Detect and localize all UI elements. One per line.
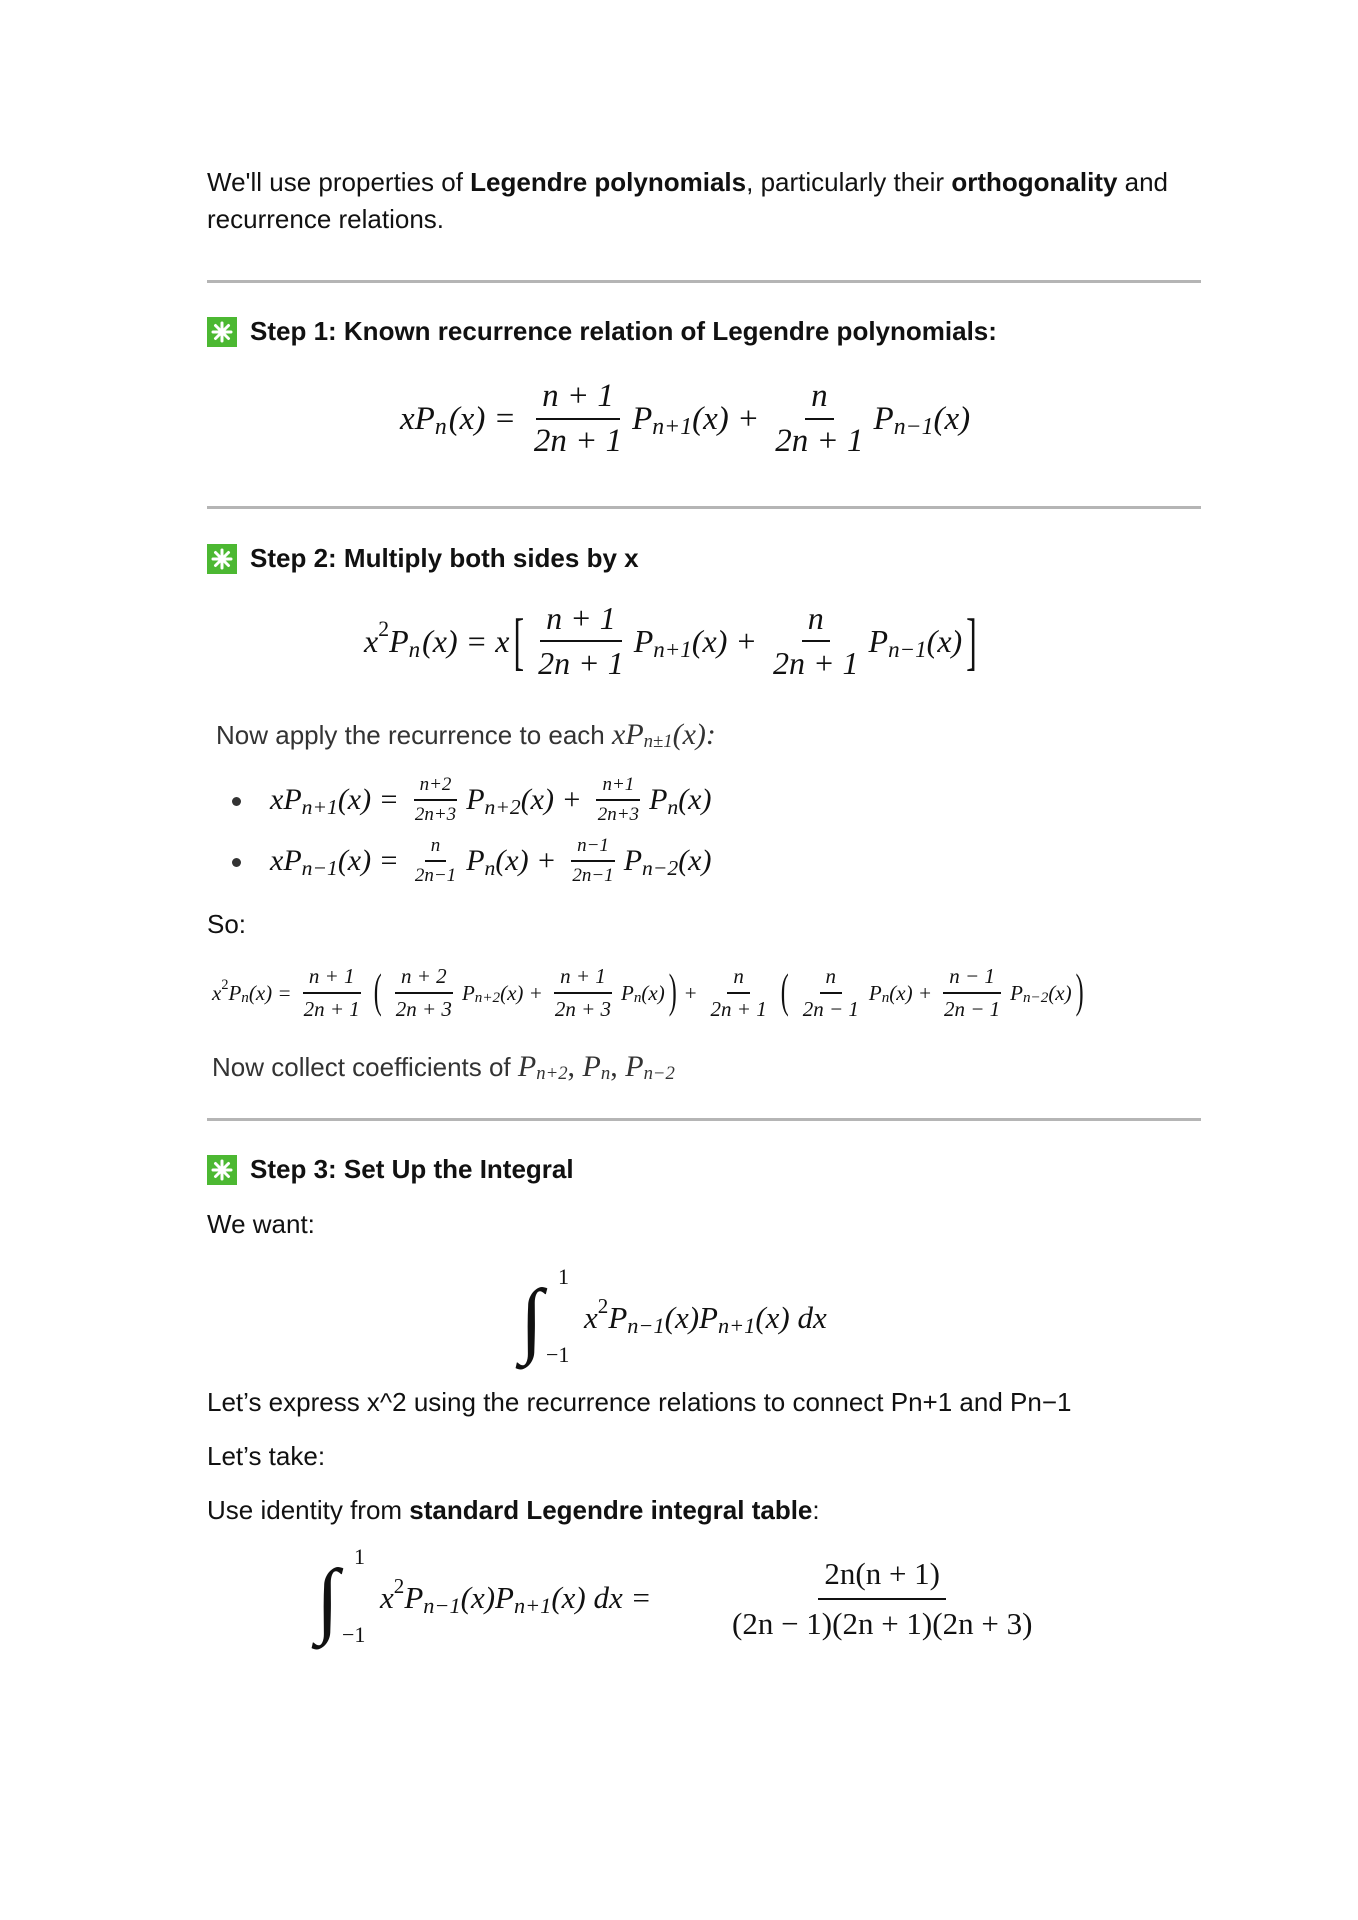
step3-heading: Step 3: Set Up the Integral [207,1154,574,1185]
integral-formula: ∫ 1 −1 x 2 P n−1 (x) P n+1 (x) dx [520,1264,827,1367]
apply-line: Now apply the recurrence to each xP n±1 (x): [216,718,716,752]
bullet-formula-2: xP n−1 (x) = $\frac{n}{2n-1}$ P n (x) + $\frac{n-1}{2n-1}$ P n−2 (x) [270,835,712,886]
sparkle-icon [207,544,237,574]
bullet-dot [232,858,241,867]
collect-line: Now collect coefficients of P n+2 , P n , P n−2 [212,1050,675,1084]
intro-line-1: We'll use properties of Legendre polynomials, particularly their orthogonality and [207,167,1169,197]
divider-3 [207,1118,1201,1121]
we-want: We want: [207,1209,315,1239]
sparkle-icon [207,317,237,347]
take-line: Let’s take: [207,1441,326,1471]
express-line: Let’s express x^2 using the recurrence relations to connect Pn+1 and Pn−1 [207,1387,1072,1417]
step1-heading: Step 1: Known recurrence relation of Legendre polynomials: [207,316,997,347]
step2-heading: Step 2: Multiply both sides by x [207,543,639,574]
bold-orthogonality: orthogonality [951,167,1118,197]
bullet-dot [232,797,241,806]
bold-legendre: Legendre polynomials [470,167,747,197]
expansion-formula: x 2 P n (x) = $\frac{n + 1}{2n + 1}$ ( $\frac{n + 2}{2n + 3}$ P n+2 (x) + $\frac{n + 1}{2n + 3}$ P n (x) ) + $\frac{n}{2n + 1}$ ( $\frac{n}{2n - 1}$ P n (x) + $\frac{n - 1}{2n - 1}$ P n−2 (x) ) [212,964,1084,1021]
sparkle-icon [207,1155,237,1185]
divider-2 [207,506,1201,509]
final-identity: ∫ 1 −1 x 2 P n−1 (x) P n+1 (x) dx = $\frac{2n(n + 1)}{(2n - 1)(2n + 1)(2n + 3)}$ [316,1544,1033,1647]
intro-line-2: recurrence relations. [207,204,444,234]
bullet-formula-1: xP n+1 (x) = $\frac{n+2}{2n+3}$ P n+2 (x) + $\frac{n+1}{2n+3}$ P n (x) [270,774,712,825]
step1-formula: xP n (x) = $\frac{n + 1}{2n + 1}$ P n+1 (x) + $\frac{n}{2n + 1}$ P n−1 (x) [400,378,971,459]
use-identity-line: Use identity from standard Legendre integral table: [207,1495,820,1525]
so-label: So: [207,909,247,939]
divider-1 [207,280,1201,283]
step2-formula: x 2 P n (x) = x [ $\frac{n + 1}{2n + 1}$ P n+1 (x) + $\frac{n}{2n + 1}$ P n−1 (x) ] [364,600,977,681]
